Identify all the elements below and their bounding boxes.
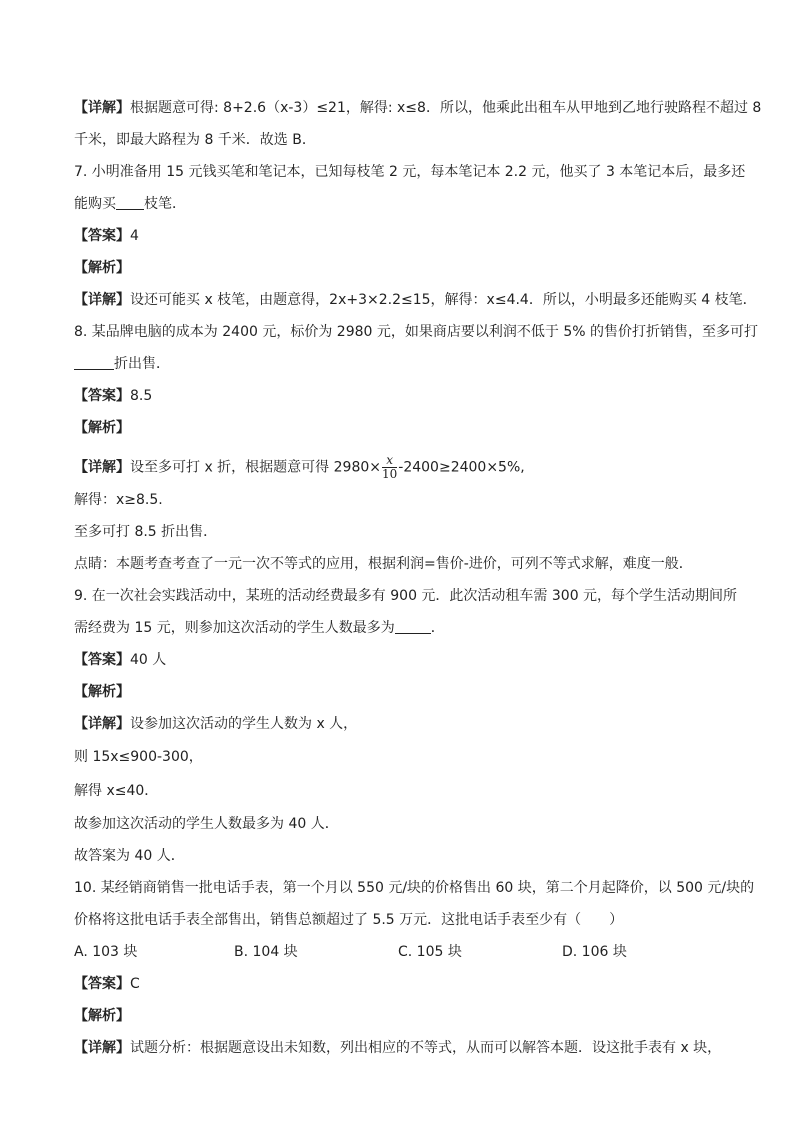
question-10-cont: 价格将这批电话手表全部售出，销售总额超过了 5.5 万元．这批电话手表至少有（ ）: [74, 912, 624, 928]
detail-line-prev-q-cont: 千米，即最大路程为 8 千米．故选 B．: [74, 132, 316, 148]
analysis-heading: 【解析】: [74, 1008, 130, 1024]
question-9-cont: 需经费为 15 元，则参加这次活动的学生人数最多为 ．: [74, 620, 445, 636]
option-b: B. 104 块: [234, 944, 298, 960]
answer-line: 【答案】4: [74, 228, 139, 244]
detail-line-prev-q: 【详解】根据题意可得: 8+2.6（x-3）≤21，解得: x≤8．所以，他乘此出租车从甲地到乙地行驶路程不超过 8: [74, 100, 762, 116]
solution-line: 解得：x≥8.5.: [74, 492, 163, 508]
answer-blank: [116, 195, 144, 210]
option-c: C. 105 块: [398, 944, 462, 960]
question-8-cont: 折出售．: [74, 354, 170, 374]
detail-line-q8: 【详解】设至多可打 x 折，根据题意可得 2980× $\frac{x}{10}$ -2400≥2400×5%,: [74, 453, 525, 481]
solution-line: 解得 x≤40．: [74, 783, 159, 799]
answer-blank: [395, 619, 431, 634]
answer-line: 【答案】40 人: [74, 652, 167, 668]
answer-blank: [74, 355, 114, 370]
analysis-heading: 【解析】: [74, 260, 130, 276]
analysis-heading: 【解析】: [74, 420, 130, 436]
question-10: 10. 某经销商销售一批电话手表，第一个月以 550 元/块的价格售出 60 块，第二个月起降价，以 500 元/块的: [74, 880, 755, 896]
solution-line: 故参加这次活动的学生人数最多为 40 人．: [74, 816, 339, 832]
option-d: D. 106 块: [562, 944, 627, 960]
detail-line-q10: 【详解】试题分析：根据题意设出未知数，列出相应的不等式，从而可以解答本题．设这批手表有 x 块，: [74, 1040, 722, 1056]
analysis-heading: 【解析】: [74, 684, 130, 700]
option-a: A. 103 块: [74, 944, 138, 960]
question-7: 7. 小明准备用 15 元钱买笔和笔记本，已知每枝笔 2 元，每本笔记本 2.2 元，他买了 3 本笔记本后，最多还: [74, 164, 746, 180]
question-7-cont: 能购买 枝笔．: [74, 196, 186, 212]
fraction-x-over-10: $\frac{x}{10}$: [382, 453, 398, 481]
solution-line: 则 15x≤900-300，: [74, 749, 203, 765]
comment-line: 点睛：本题考查考查了一元一次不等式的应用，根据利润=售价-进价，可列不等式求解，难度一般．: [74, 556, 693, 572]
solution-line: 至多可打 8.5 折出售．: [74, 524, 218, 540]
detail-line-q7: 【详解】设还可能买 x 枝笔，由题意得，2x+3×2.2≤15，解得：x≤4.4．所以，小明最多还能购买 4 枝笔．: [74, 292, 757, 308]
question-8: 8. 某品牌电脑的成本为 2400 元，标价为 2980 元，如果商店要以利润不低于 5% 的售价打折销售，至多可打: [74, 324, 758, 340]
solution-line: 故答案为 40 人．: [74, 848, 185, 864]
answer-line: 【答案】C: [74, 976, 140, 992]
answer-line: 【答案】8.5: [74, 388, 153, 404]
detail-line-q9: 【详解】设参加这次活动的学生人数为 x 人，: [74, 716, 358, 732]
question-9: 9. 在一次社会实践活动中，某班的活动经费最多有 900 元．此次活动租车需 300 元，每个学生活动期间所: [74, 588, 738, 604]
